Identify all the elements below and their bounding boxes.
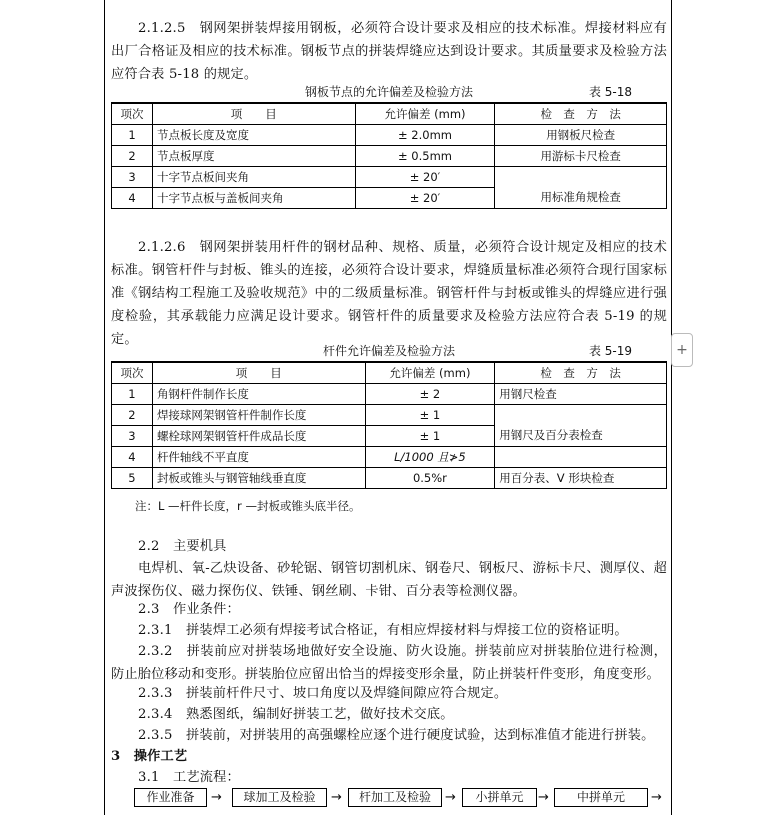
- table-cell: 用游标卡尺检查: [495, 145, 667, 166]
- header-cell: 项次: [112, 362, 153, 383]
- table-row: [112, 467, 667, 488]
- table-cell: ± 20′: [355, 187, 495, 208]
- flow-arrow-icon: →: [331, 790, 342, 805]
- flow-arrow-icon: →: [211, 790, 222, 805]
- section-3-1-title: 3.1 工艺流程：: [138, 770, 240, 785]
- table-cell: 十字节点板间夹角: [152, 166, 355, 187]
- section-3-title: 3 操作工艺: [111, 749, 188, 764]
- paragraph-2-1-2-6: 2.1.2.6 钢网架拼装用杆件的钢材品种、规格、质量，必须符合设计规定及相应的技术标准。钢管杆件与封板、锥头的连接，必须符合设计要求，焊缝质量标准必须符合现行国家标准《钢结构工程施工及验收规范》中的二级质量标准。钢管杆件与封板或锥头的焊缝应进行强度检验，其承载能力应满足设计要求。钢管杆件的质量要求及检验方法应符合表 5-19 的规定。: [111, 240, 667, 347]
- flow-arrow-icon: →: [445, 790, 456, 805]
- table-cell: 4: [112, 446, 153, 467]
- paragraph-2-1-2-5: 2.1.2.5 钢网架拼装焊接用钢板，必须符合设计要求及相应的技术标准。焊接材料应有出厂合格证及相应的技术标准。钢板节点的拼装焊缝应达到设计要求。其质量要求及检验方法应符合表 5-18 的规定。: [111, 21, 667, 82]
- table-cell: 4: [112, 187, 153, 208]
- process-flowchart: [111, 788, 667, 808]
- table-note: 注：L —杆件长度，r —封板或锥头底半径。: [135, 499, 361, 513]
- table-cell: 十字节点板与盖板间夹角: [152, 187, 355, 208]
- header-cell: 项 目: [152, 362, 365, 383]
- table-cell: 用钢板尺检查: [495, 124, 667, 145]
- header-cell: 允许偏差 (mm): [355, 103, 495, 124]
- table-cell: 2: [112, 145, 153, 166]
- item-2-3-4: 2.3.4 熟悉图纸，编制好拼装工艺，做好技术交底。: [138, 707, 454, 722]
- table-header-row: [112, 103, 667, 124]
- table-row: [112, 187, 667, 208]
- table-cell: 杆件轴线不平直度: [152, 446, 365, 467]
- table-row: [112, 166, 667, 187]
- flow-step: 球加工及检验: [232, 788, 327, 807]
- table-row: [112, 425, 667, 446]
- table-cell: L/1000 且≯5: [365, 446, 495, 467]
- header-cell: 项 目: [152, 103, 355, 124]
- table-5-19: [111, 361, 667, 489]
- table-cell: 焊接球网架钢管杆件制作长度: [152, 404, 365, 425]
- table-cell: 3: [112, 166, 153, 187]
- table-cell: [495, 446, 667, 467]
- section-2-2-title: 2.2 主要机具: [138, 539, 227, 554]
- table-cell: [495, 166, 667, 187]
- section-2-3-title: 2.3 作业条件：: [138, 602, 240, 617]
- table-cell: 节点板厚度: [152, 145, 355, 166]
- table-cell: 5: [112, 467, 153, 488]
- flow-step: 杆加工及检验: [348, 788, 442, 807]
- table-cell: ± 20′: [355, 166, 495, 187]
- table-cell: ± 2.0mm: [355, 124, 495, 145]
- flow-arrow-icon: →: [538, 790, 549, 805]
- table-title: 钢板节点的允许偏差及检验方法: [304, 85, 473, 99]
- table-cell: 1: [112, 124, 153, 145]
- table-cell: 封板或锥头与钢管轴线垂直度: [152, 467, 365, 488]
- flow-step: 作业准备: [134, 788, 207, 807]
- expand-plus-button[interactable]: +: [671, 333, 693, 367]
- table-number: 表 5-19: [588, 344, 632, 358]
- table-cell: [495, 404, 667, 425]
- flow-arrow-icon: →: [651, 790, 662, 805]
- header-cell: 检 查 方 法: [495, 362, 667, 383]
- table-cell: 用标准角规检查: [495, 187, 667, 208]
- table-cell: ± 0.5mm: [355, 145, 495, 166]
- item-2-3-2: 2.3.2 拼装前应对拼装场地做好安全设施、防火设施。拼装前应对拼装胎位进行检测，防止胎位移动和变形。拼装胎位应留出恰当的焊接变形余量，防止拼装杆件变形，角度变形。: [111, 644, 667, 682]
- table-cell: 节点板长度及宽度: [152, 124, 355, 145]
- header-cell: 项次: [112, 103, 153, 124]
- table-cell: 1: [112, 383, 153, 404]
- table-cell: 用钢尺检查: [495, 383, 667, 404]
- item-2-3-5: 2.3.5 拼装前，对拼装用的高强螺栓应逐个进行硬度试验，达到标准值才能进行拼装。: [138, 728, 655, 743]
- table-title: 杆件允许偏差及检验方法: [322, 344, 455, 358]
- flow-step: 小拼单元: [462, 788, 537, 807]
- item-2-3-3: 2.3.3 拼装前杆件尺寸、坡口角度以及焊缝间隙应符合规定。: [138, 686, 508, 701]
- table-cell: ± 1: [365, 404, 495, 425]
- table-cell: 3: [112, 425, 153, 446]
- item-2-3-1: 2.3.1 拼装焊工必须有焊接考试合格证，有相应焊接材料与焊接工位的资格证明。: [138, 623, 628, 638]
- table-row: [112, 383, 667, 404]
- table-row: [112, 404, 667, 425]
- table-cell: ± 2: [365, 383, 495, 404]
- section-2-2-body: 电焊机、氧-乙炔设备、砂轮锯、钢管切割机床、钢卷尺、钢板尺、游标卡尺、测厚仪、超声波探伤仪、磁力探伤仪、铁锤、钢丝刷、卡钳、百分表等检测仪器。: [111, 561, 667, 599]
- table-row: [112, 446, 667, 467]
- table-cell: 角钢杆件制作长度: [152, 383, 365, 404]
- table-cell: 2: [112, 404, 153, 425]
- table-row: [112, 124, 667, 145]
- table-cell: 0.5%r: [365, 467, 495, 488]
- header-cell: 允许偏差 (mm): [365, 362, 495, 383]
- header-cell: 检 查 方 法: [495, 103, 667, 124]
- table-cell: 用钢尺及百分表检查: [495, 425, 667, 446]
- table-row: [112, 145, 667, 166]
- table-cell: ± 1: [365, 425, 495, 446]
- table-5-18: [111, 102, 667, 209]
- table-cell: 用百分表、V 形块检查: [495, 467, 667, 488]
- table-cell: 螺栓球网架钢管杆件成品长度: [152, 425, 365, 446]
- flow-step: 中拼单元: [554, 788, 648, 807]
- table-5-18-caption: [111, 82, 667, 100]
- table-number: 表 5-18: [588, 85, 632, 99]
- table-header-row: [112, 362, 667, 383]
- table-5-19-caption: [111, 341, 667, 359]
